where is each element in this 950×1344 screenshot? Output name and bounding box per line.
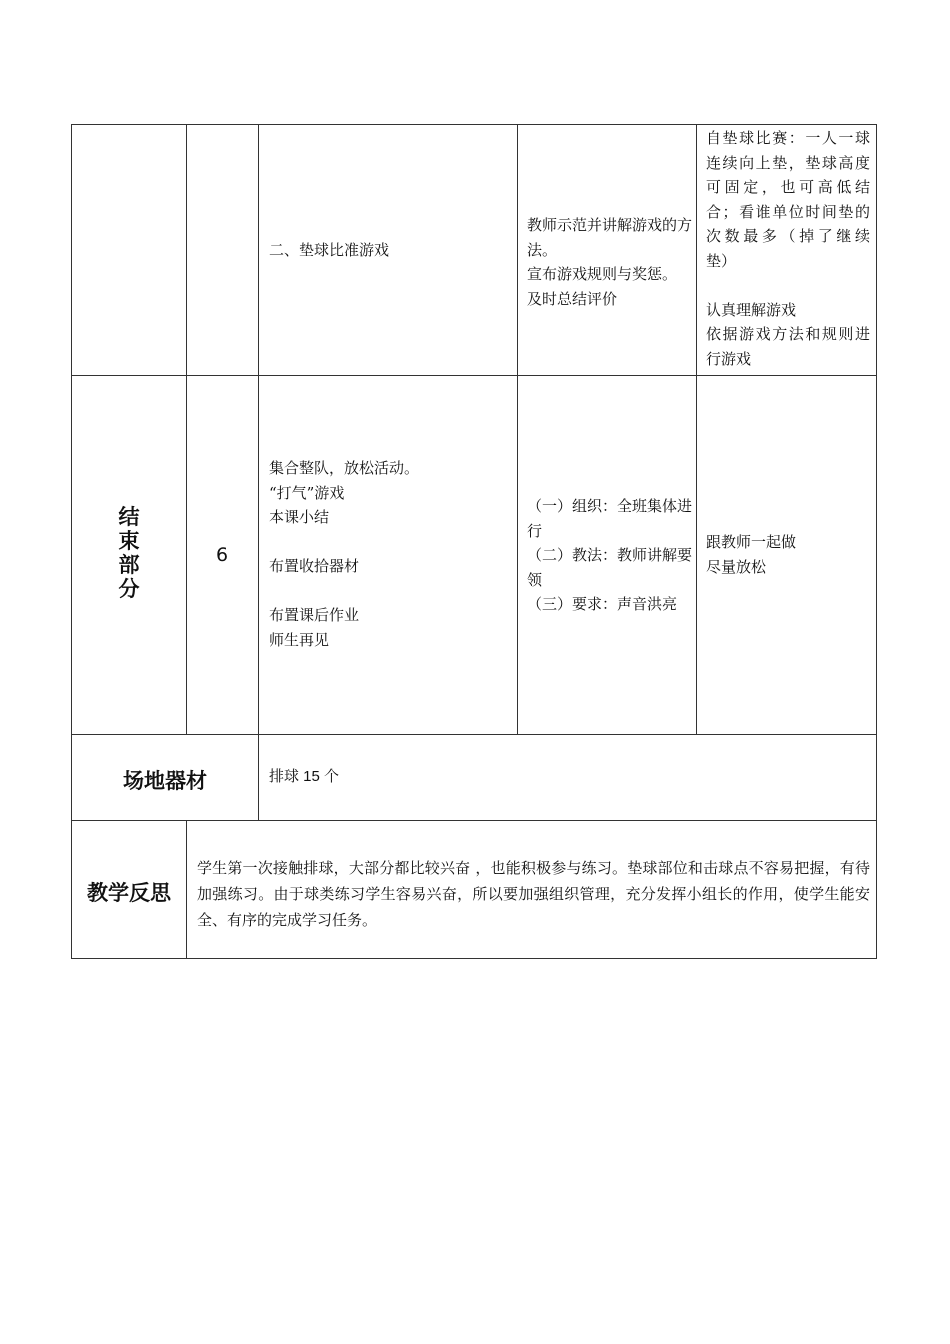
section-title-char: 部 <box>118 553 140 577</box>
row-divider <box>72 375 876 376</box>
section-title-char: 分 <box>118 577 140 601</box>
ending-content-cell: 集合整队，放松活动。 “打气”游戏 本课小结 布置收拾器材 布置课后作业 师生再见 <box>269 459 420 649</box>
game-student-activity-cell: 自垫球比赛：一人一球连续向上垫，垫球高度可固定，也可高低结合；看谁单位时间垫的次数最多（掉了继续垫） 认真理解游戏 依据游戏方法和规则进行游戏 <box>706 129 870 368</box>
row-divider <box>72 820 876 821</box>
column-divider <box>517 125 518 734</box>
duration-minutes: 6 <box>215 544 229 566</box>
column-divider <box>186 820 187 959</box>
equipment-value: 排球 15 个 <box>269 768 340 785</box>
ending-teacher-activity-cell: （一）组织：全班集体进行 （二）教法：教师讲解要领 （三）要求：声音洪亮 <box>527 497 693 613</box>
ending-student-activity-cell: 跟教师一起做 尽量放松 <box>706 533 797 576</box>
section-title-char: 结 <box>118 505 140 529</box>
column-divider <box>258 125 259 820</box>
reflection-label: 教学反思 <box>87 881 171 905</box>
game-teacher-activity-cell: 教师示范并讲解游戏的方法。 宣布游戏规则与奖惩。 及时总结评价 <box>527 216 693 308</box>
equipment-label: 场地器材 <box>123 769 207 793</box>
column-divider <box>186 125 187 734</box>
lesson-plan-table <box>71 124 877 959</box>
reflection-text: 学生第一次接触排球，大部分都比较兴奋 ，也能积极参与练习。垫球部位和击球点不容易把握，有待加强练习。由于球类练习学生容易兴奋，所以要加强组织管理，充分发挥小组长的作用，使学生能安全、有序的完成学习任务。 <box>197 859 870 929</box>
section-title-char: 束 <box>118 529 140 553</box>
row-divider <box>72 734 876 735</box>
section-title-ending <box>72 505 186 601</box>
column-divider <box>696 125 697 734</box>
game-content-cell: 二、垫球比准游戏 <box>269 241 390 259</box>
